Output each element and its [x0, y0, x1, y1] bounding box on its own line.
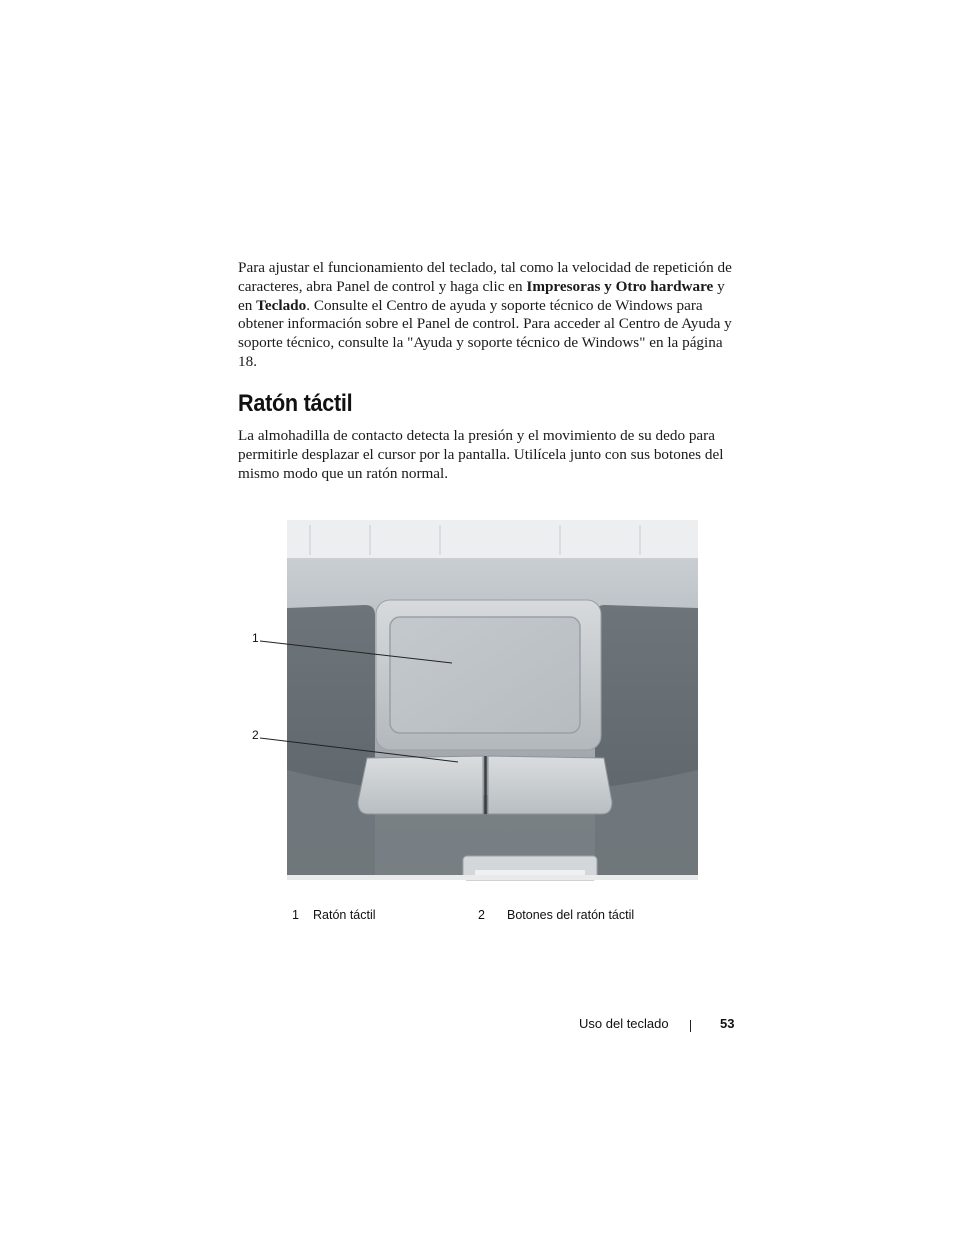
callout-2: 2: [252, 728, 259, 742]
legend-number-2: 2: [478, 908, 485, 922]
footer-separator: [690, 1020, 691, 1032]
intro-paragraph: Para ajustar el funcionamiento del teclado, tal como la velocidad de repetición de caracteres, abra Panel de control y haga clic en Impresoras y Otro hardware y en Teclado. Consulte el Centro de ayuda y soporte técnico de Windows para obtener información sobre el Panel de control. Para acceder al Centro de Ayuda y soporte técnico, consulte la "Ayuda y soporte técnico de Windows" en la página 18.: [238, 259, 732, 370]
touchpad-illustration: [240, 520, 710, 890]
legend-label-2: Botones del ratón táctil: [507, 908, 635, 922]
bold-term-impresoras: Impresoras y Otro hardware: [526, 277, 714, 295]
bold-term-teclado: Teclado: [256, 296, 307, 314]
callout-1: 1: [252, 631, 259, 645]
footer-section-title: Uso del teclado: [579, 1016, 669, 1031]
page-number: 53: [720, 1016, 735, 1031]
section-heading: Ratón táctil: [238, 390, 353, 417]
legend-number-1: 1: [292, 908, 299, 922]
touchpad-paragraph: La almohadilla de contacto detecta la presión y el movimiento de su dedo para permitirle desplazar el cursor por la pantalla. Utilícela junto con sus botones del mismo modo que un ratón normal.: [238, 427, 724, 482]
legend-label-1: Ratón táctil: [313, 908, 376, 922]
